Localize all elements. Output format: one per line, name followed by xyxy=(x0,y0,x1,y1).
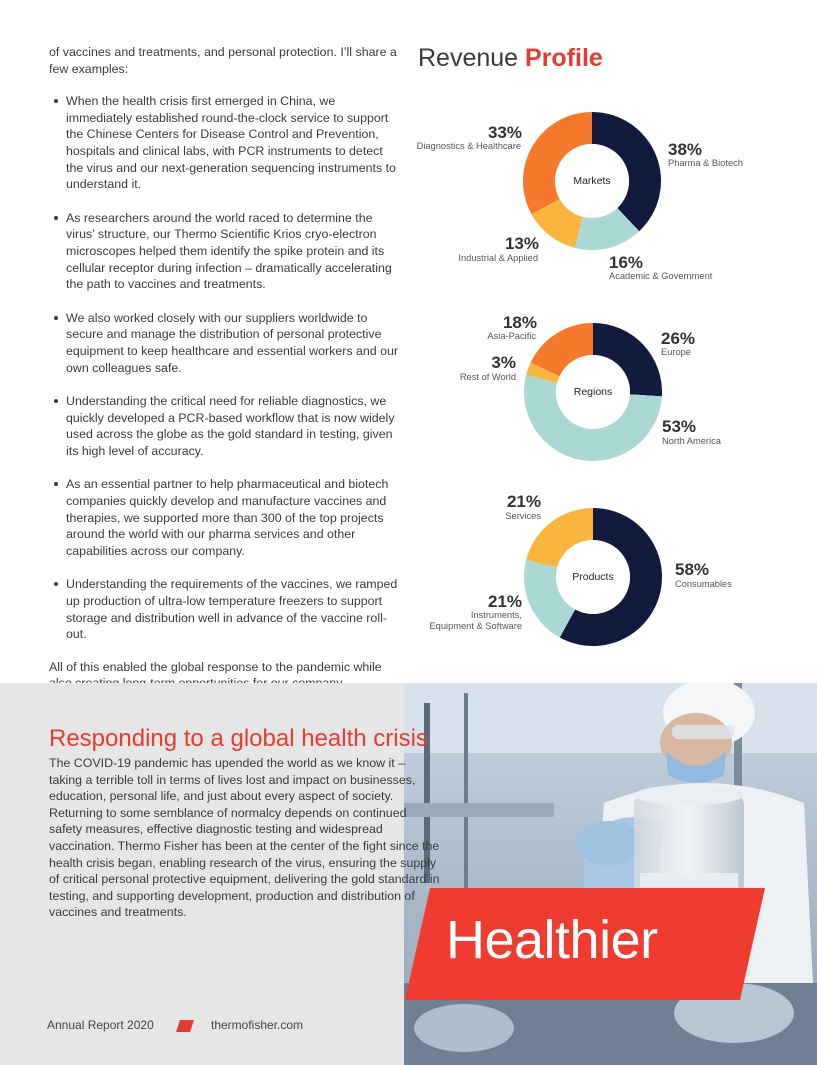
bullet-item: As researchers around the world raced to determine the virus’ structure, our Thermo Scientific Krios cryo-electron microscopes helped them identify the spike protein and its cellular receptor during infection – dramatically accelerating the path to vaccines and treatments. xyxy=(66,210,399,293)
academic-government-value: 16% xyxy=(609,253,644,272)
regions-center-label: Regions xyxy=(573,386,613,398)
north-america-label: North America xyxy=(662,436,721,446)
title-plain: Revenue xyxy=(418,44,526,72)
footer-website: thermofisher.com xyxy=(211,1018,304,1032)
pharma-biotech-value: 38% xyxy=(668,140,703,159)
markets-center-label: Markets xyxy=(573,175,611,187)
consumables-label: Consumables xyxy=(675,579,732,589)
rest-of-world-label: Rest of World xyxy=(459,372,516,382)
instruments-label-line2: Equipment & Software xyxy=(429,621,522,631)
asia-pacific-value: 18% xyxy=(502,313,537,332)
instruments-label xyxy=(429,610,522,632)
lab-worker-photo xyxy=(404,683,817,1065)
bullet-item: When the health crisis first emerged in China, we immediately established round-the-clock service to support the Chinese Centers for Disease Control and Prevention, hospitals and clinical labs, with PCR instruments to detect the virus and our next-generation sequencing instruments to understand it. xyxy=(66,93,399,193)
bullet-item: Understanding the requirements of the vaccines, we ramped up production of ultra-low temperature freezers to support storage and distribution well in advance of the vaccine roll-out. xyxy=(66,577,398,642)
rest-of-world-value: 3% xyxy=(491,353,516,372)
products-center-label: Products xyxy=(572,571,614,583)
instruments-value: 21% xyxy=(487,592,522,611)
intro-lead: of vaccines and treatments, and personal protection. I’ll share a few examples: xyxy=(49,45,397,76)
diagnostics-healthcare-label: Diagnostics & Healthcare xyxy=(416,141,521,151)
industrial-applied-value: 13% xyxy=(504,234,539,253)
crisis-title: Responding to a global health crisis xyxy=(49,725,428,752)
title-accent: Profile xyxy=(525,44,603,72)
bullet-item: As an essential partner to help pharmaceutical and biotech companies quickly develop and manufacture vaccines and therapies, we supported more than 300 of the top projects around the world with our pharma services and other capabilities across our company. xyxy=(66,476,399,559)
pharma-biotech-label: Pharma & Biotech xyxy=(668,158,743,168)
revenue-profile-title xyxy=(418,44,603,73)
intro-closing: All of this enabled the global response to the pandemic while xyxy=(49,659,382,674)
industrial-applied-label: Industrial & Applied xyxy=(458,253,538,263)
europe-label: Europe xyxy=(661,347,691,357)
consumables-value: 58% xyxy=(675,560,710,579)
academic-government-label: Academic & Government xyxy=(609,271,713,281)
crisis-body: The COVID-19 pandemic has upended the world as we know it – taking a terrible toll in terms of lives lost and impact on businesses, education, personal life, and just about every aspect of society. Returning to some semblance of normalcy depends on continued safety measures, effective diagnostic testing and widespread vaccination. Thermo Fisher has been at the center of the fight since the health crisis began, enabling research of the virus, ensuring the supply of critical personal protective equipment, delivering the gold standard in testing, and supporting development, production and distribution of vaccines and treatments. xyxy=(49,756,440,920)
diagnostics-healthcare-value: 33% xyxy=(487,123,522,142)
brand-mark-icon xyxy=(176,1020,194,1032)
services-label: Services xyxy=(505,511,541,521)
europe-value: 26% xyxy=(661,329,696,348)
bullet-item: We also worked closely with our suppliers worldwide to secure and manage the distribution of personal protective equipment to keep healthcare and essential workers and our own colleagues safe. xyxy=(66,310,399,375)
crisis-section xyxy=(0,683,817,1065)
healthier-text: Healthier xyxy=(446,910,658,970)
asia-pacific-label: Asia-Pacific xyxy=(487,331,536,341)
intro-column xyxy=(49,44,399,692)
bullet-list xyxy=(49,93,399,643)
services-value: 21% xyxy=(506,492,541,511)
north-america-value: 53% xyxy=(662,417,697,436)
bullet-item: Understanding the critical need for reliable diagnostics, we quickly developed a PCR-based workflow that is now widely used across the globe as the gold standard in testing, given its high level of accuracy. xyxy=(66,393,399,459)
instruments-label-line1: Instruments, xyxy=(470,610,522,620)
footer-report-label: Annual Report 2020 xyxy=(47,1018,154,1032)
